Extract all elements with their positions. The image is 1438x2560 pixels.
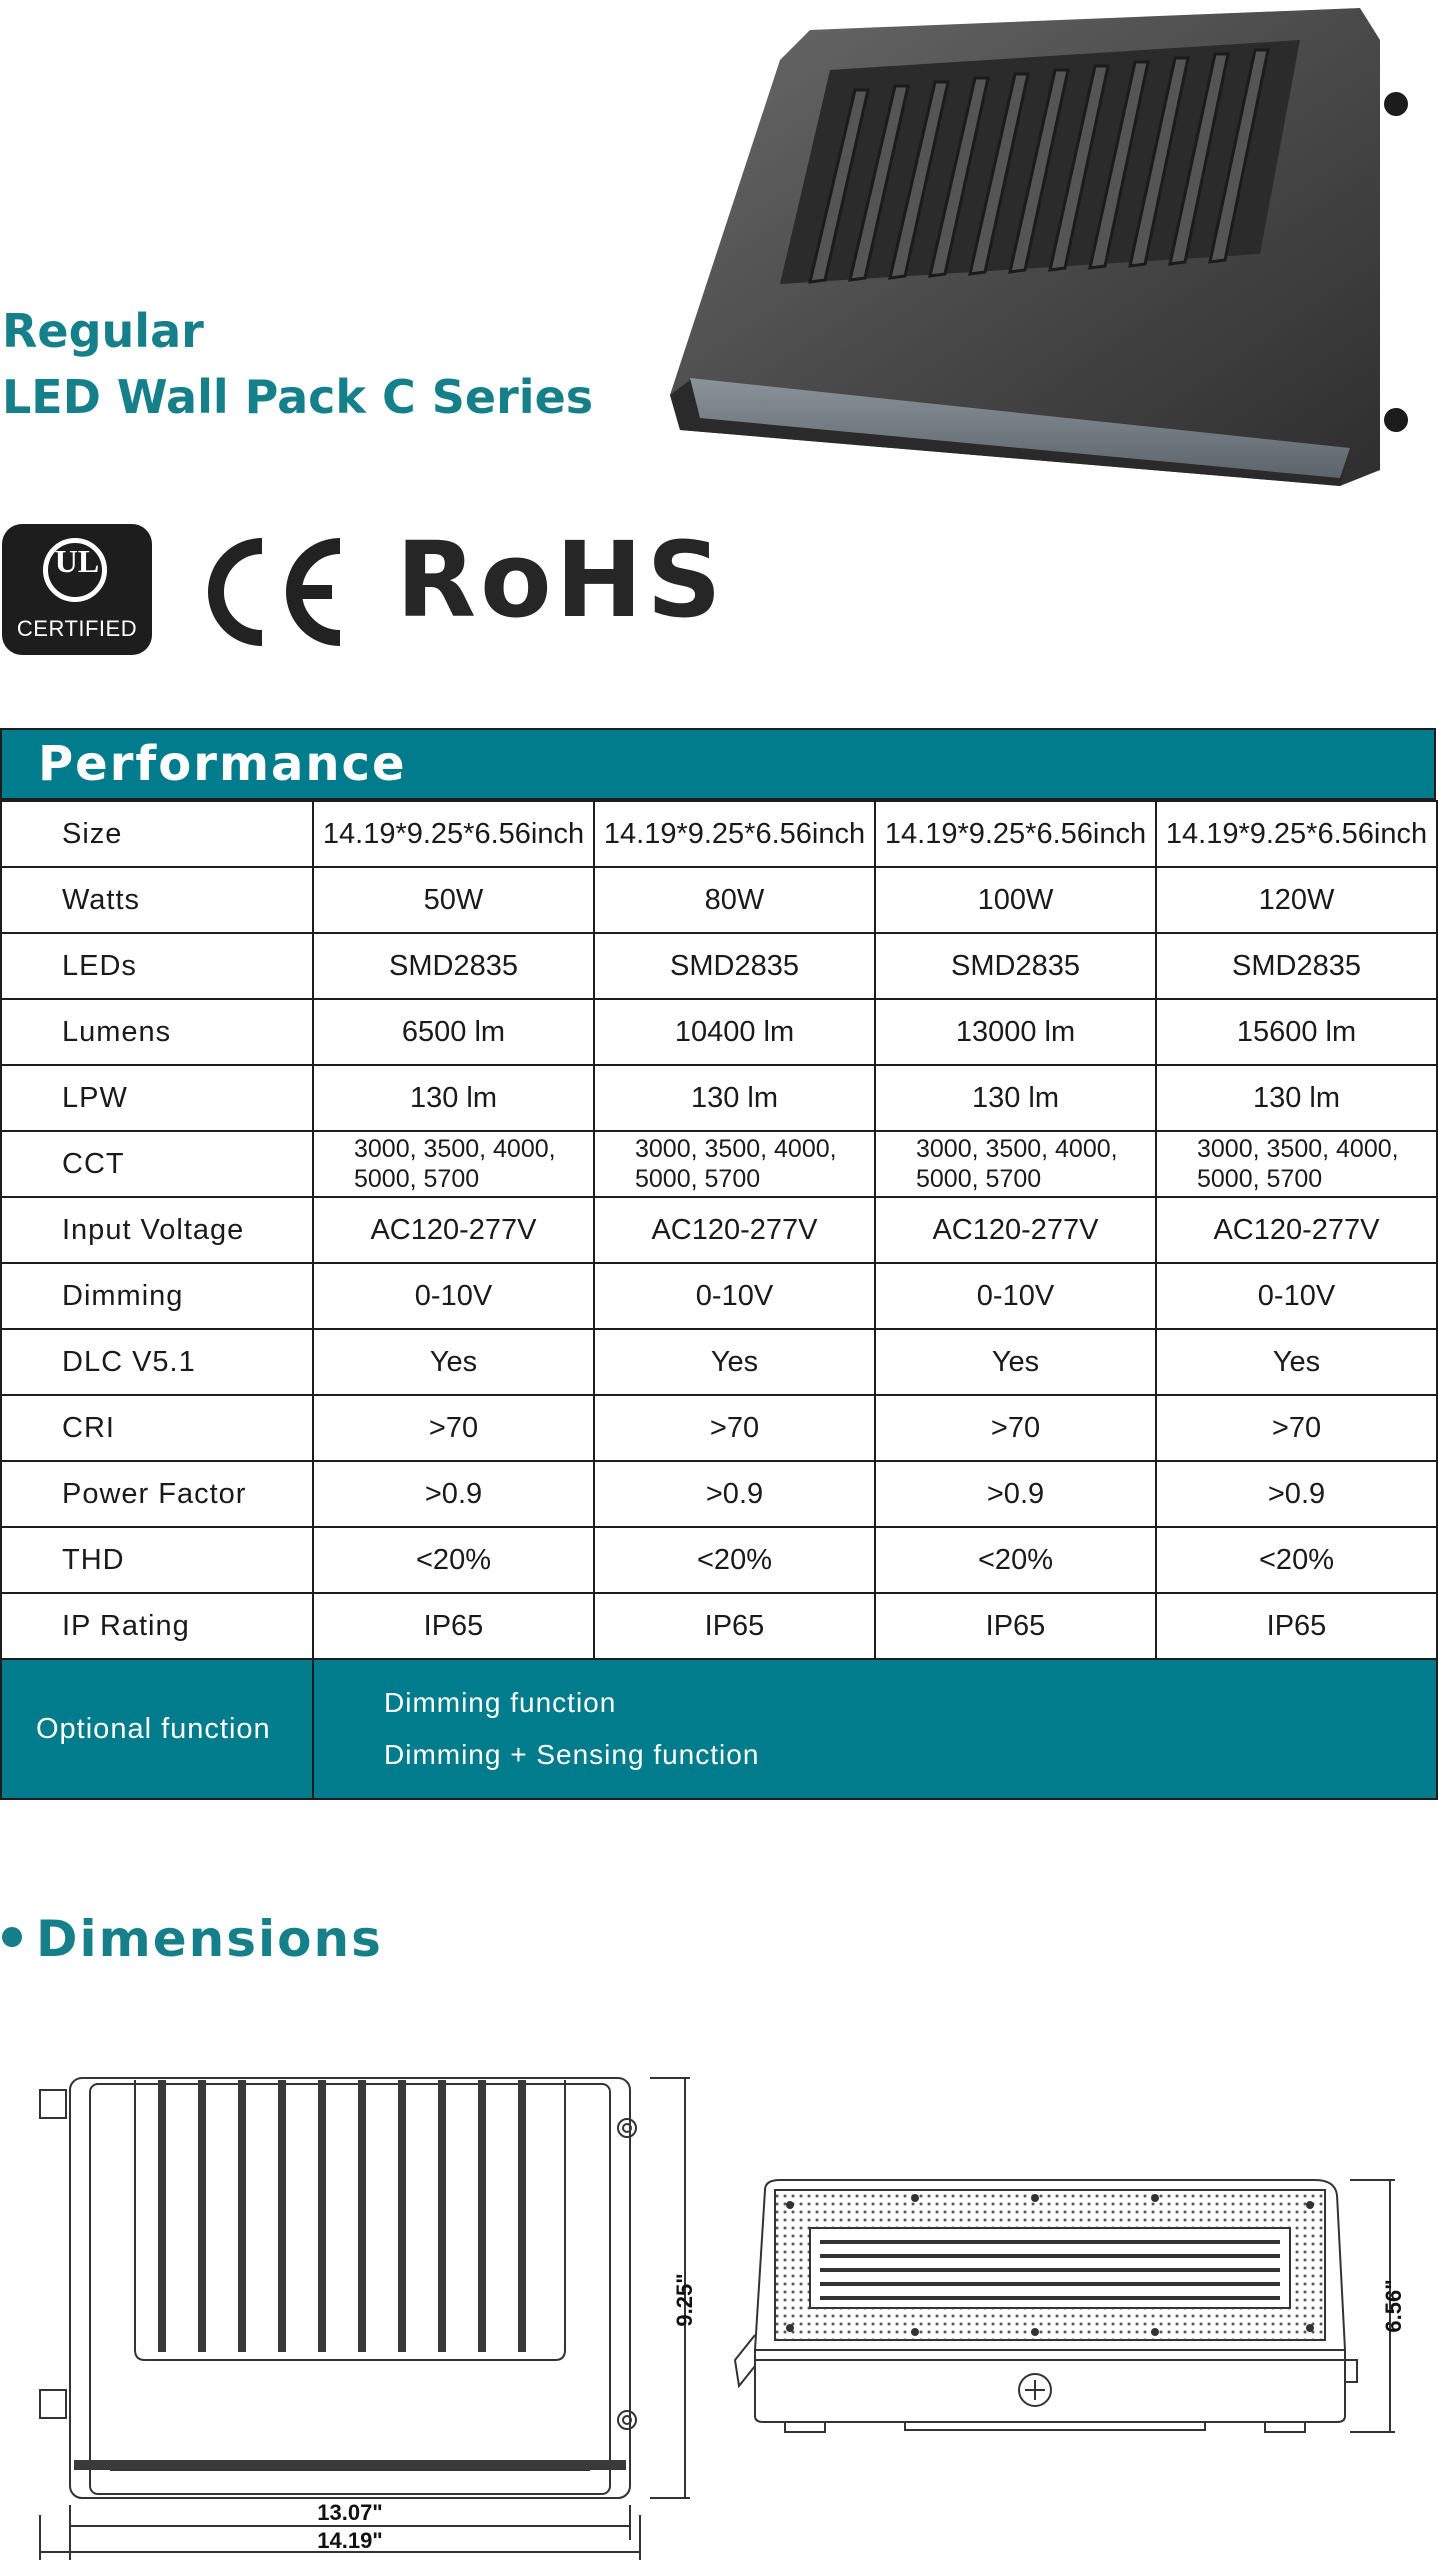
spec-cell: >0.9 (1156, 1461, 1437, 1527)
spec-cell: AC120-277V (313, 1197, 594, 1263)
spec-rows (1, 801, 1437, 1799)
spec-row (1, 867, 1437, 933)
ul-mark-text: UL (54, 543, 100, 579)
spec-cell: Yes (313, 1329, 594, 1395)
spec-cell: <20% (1156, 1527, 1437, 1593)
spec-cell: >70 (875, 1395, 1156, 1461)
spec-cell: 0-10V (594, 1263, 875, 1329)
product-photo (660, 0, 1420, 500)
dim-total-width-label: 14.19" (317, 2528, 383, 2553)
spec-cell: 0-10V (1156, 1263, 1437, 1329)
spec-row (1, 1263, 1437, 1329)
side-view-drawing (725, 2160, 1415, 2470)
spec-row (1, 801, 1437, 867)
spec-cell: 100W (875, 867, 1156, 933)
bullet-icon (2, 1927, 22, 1947)
spec-cell: 14.19*9.25*6.56inch (875, 801, 1156, 867)
rohs-logo: RoHS (396, 519, 726, 641)
spec-row (1, 1461, 1437, 1527)
spec-cell: 120W (1156, 867, 1437, 933)
spec-cell: 130 lm (875, 1065, 1156, 1131)
spec-row (1, 1593, 1437, 1659)
spec-row-label: CRI (1, 1395, 313, 1461)
spec-cell: 130 lm (1156, 1065, 1437, 1131)
ul-certified-logo (2, 524, 152, 655)
optional-function-item: Dimming function (384, 1687, 617, 1718)
dim-inner-width-label: 13.07" (317, 2500, 383, 2525)
front-view-drawing (30, 2060, 710, 2560)
spec-cell: 6500 lm (313, 999, 594, 1065)
dim-depth-label: 6.56" (1381, 2279, 1406, 2333)
spec-cell: 0-10V (313, 1263, 594, 1329)
spec-row (1, 933, 1437, 999)
spec-row-label: LEDs (1, 933, 313, 999)
title-series-type: Regular (2, 304, 204, 358)
ce-mark-logo (200, 532, 350, 652)
ul-certified-text: CERTIFIED (16, 616, 138, 641)
spec-cell: SMD2835 (594, 933, 875, 999)
spec-cell: SMD2835 (313, 933, 594, 999)
spec-row (1, 1131, 1437, 1197)
spec-cell: <20% (875, 1527, 1156, 1593)
spec-cell: 10400 lm (594, 999, 875, 1065)
spec-cell: <20% (313, 1527, 594, 1593)
spec-cell: 80W (594, 867, 875, 933)
spec-row-label: Input Voltage (1, 1197, 313, 1263)
spec-row-label: DLC V5.1 (1, 1329, 313, 1395)
spec-cell: AC120-277V (875, 1197, 1156, 1263)
spec-row (1, 1197, 1437, 1263)
dimensions-title: Dimensions (36, 1910, 383, 1968)
spec-cell: Yes (875, 1329, 1156, 1395)
spec-row-label: Power Factor (1, 1461, 313, 1527)
optional-function-list (313, 1659, 1437, 1799)
spec-row-label: Dimming (1, 1263, 313, 1329)
spec-cell: IP65 (313, 1593, 594, 1659)
spec-cell: >70 (594, 1395, 875, 1461)
spec-cell: 3000, 3500, 4000, 5000, 5700 (313, 1131, 594, 1197)
dimensions-heading (2, 1910, 383, 1968)
spec-cell: >70 (313, 1395, 594, 1461)
spec-row-label: Watts (1, 867, 313, 933)
spec-cell: Yes (594, 1329, 875, 1395)
spec-cell: >0.9 (313, 1461, 594, 1527)
title-product-name: LED Wall Pack C Series (2, 370, 594, 424)
spec-row-label: LPW (1, 1065, 313, 1131)
spec-cell: AC120-277V (594, 1197, 875, 1263)
optional-function-label: Optional function (1, 1659, 313, 1799)
performance-table (0, 728, 1438, 1800)
spec-cell: 14.19*9.25*6.56inch (1156, 801, 1437, 867)
spec-grid (0, 800, 1438, 1800)
spec-row-label: THD (1, 1527, 313, 1593)
spec-cell: 0-10V (875, 1263, 1156, 1329)
spec-cell: SMD2835 (875, 933, 1156, 999)
spec-row-label: Lumens (1, 999, 313, 1065)
spec-cell: SMD2835 (1156, 933, 1437, 999)
optional-function-item: Dimming + Sensing function (384, 1739, 760, 1770)
spec-cell: >70 (1156, 1395, 1437, 1461)
spec-row-label: IP Rating (1, 1593, 313, 1659)
spec-cell: 3000, 3500, 4000, 5000, 5700 (1156, 1131, 1437, 1197)
optional-function-row (1, 1659, 1437, 1799)
spec-cell: 14.19*9.25*6.56inch (594, 801, 875, 867)
spec-cell: 3000, 3500, 4000, 5000, 5700 (594, 1131, 875, 1197)
spec-cell: 14.19*9.25*6.56inch (313, 801, 594, 867)
spec-row (1, 1065, 1437, 1131)
spec-cell: 130 lm (313, 1065, 594, 1131)
spec-cell: IP65 (875, 1593, 1156, 1659)
spec-cell: >0.9 (594, 1461, 875, 1527)
spec-cell: AC120-277V (1156, 1197, 1437, 1263)
spec-row-label: CCT (1, 1131, 313, 1197)
spec-cell: 15600 lm (1156, 999, 1437, 1065)
spec-row (1, 1527, 1437, 1593)
spec-row-label: Size (1, 801, 313, 867)
dim-height-label: 9.25" (672, 2273, 697, 2327)
spec-row (1, 1395, 1437, 1461)
spec-cell: Yes (1156, 1329, 1437, 1395)
spec-cell: <20% (594, 1527, 875, 1593)
spec-row (1, 1329, 1437, 1395)
spec-cell: 3000, 3500, 4000, 5000, 5700 (875, 1131, 1156, 1197)
spec-cell: IP65 (594, 1593, 875, 1659)
performance-heading: Performance (0, 728, 1436, 800)
spec-cell: >0.9 (875, 1461, 1156, 1527)
spec-cell: 13000 lm (875, 999, 1156, 1065)
spec-row (1, 999, 1437, 1065)
spec-cell: 50W (313, 867, 594, 933)
spec-cell: IP65 (1156, 1593, 1437, 1659)
spec-cell: 130 lm (594, 1065, 875, 1131)
